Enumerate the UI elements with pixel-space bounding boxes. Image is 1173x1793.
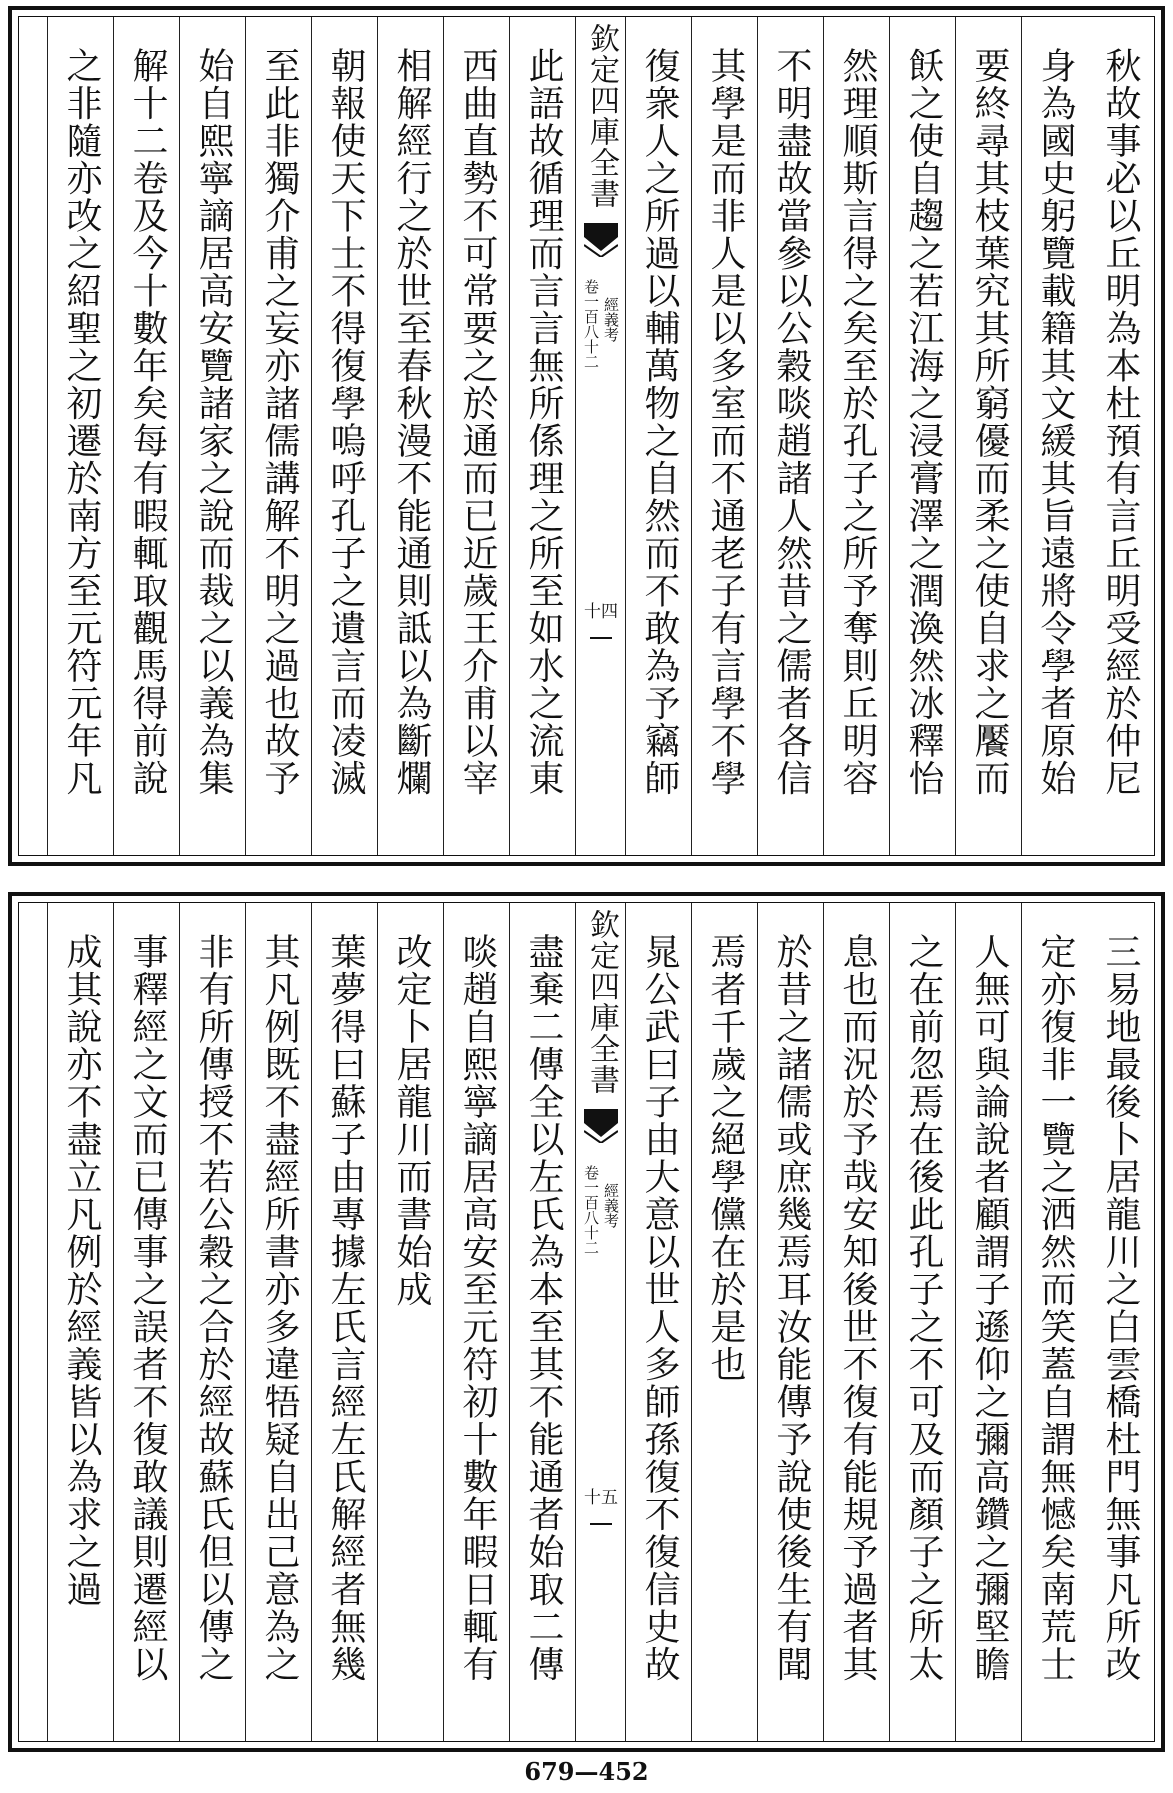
- column-text: 啖趙自熙寧謫居高安至元符初十數年暇日輒有: [457, 933, 498, 1683]
- text-column: [443, 17, 509, 855]
- column-text: 成其說亦不盡立凡例於經義皆以為求之過: [61, 933, 102, 1608]
- text-column: [377, 903, 443, 1741]
- top-page: [8, 6, 1165, 866]
- gutter-rule: [590, 1523, 612, 1525]
- column-text: 不明盡故當參以公穀啖趙諸人然昔之儒者各信: [771, 47, 812, 797]
- column-text: 相解經行之於世至春秋漫不能通則詆以為斷爛: [391, 47, 432, 797]
- text-column: [889, 17, 955, 855]
- center-gutter: [575, 903, 625, 1741]
- book-title: 欽定四庫全書: [584, 23, 619, 209]
- column-text: 朝報使天下士不得復學嗚呼孔子之遺言而凌滅: [325, 47, 366, 797]
- text-column: [823, 903, 889, 1741]
- text-column: [311, 903, 377, 1741]
- leaf-number: 十四: [584, 602, 618, 622]
- text-column: [691, 17, 757, 855]
- gutter-rule: [590, 637, 612, 639]
- fishtail-mark-icon: [584, 1109, 618, 1143]
- column-text: 息也而況於予哉安知後世不復有能規予過者其: [837, 933, 878, 1683]
- page-number: 679—452: [524, 1757, 649, 1786]
- text-column: [1087, 17, 1153, 855]
- column-text: 事釋經之文而已傳事之誤者不復敢議則遷經以: [127, 933, 168, 1683]
- fishtail-mark-icon: [584, 223, 618, 257]
- text-column: [509, 903, 575, 1741]
- column-text: 於昔之諸儒或庶幾焉耳汝能傳予說使後生有聞: [771, 933, 812, 1683]
- column-text: 焉者千歲之絕學儻在於是也: [705, 933, 746, 1383]
- text-column: [377, 17, 443, 855]
- column-text: 盡棄二傳全以左氏為本至其不能通者始取二傳: [523, 933, 564, 1683]
- text-column: [955, 17, 1021, 855]
- volume-label: [578, 1165, 624, 1255]
- leaf-number: 十五: [584, 1488, 618, 1508]
- top-page-frame: [18, 16, 1155, 856]
- text-column: [757, 903, 823, 1741]
- center-gutter: [575, 17, 625, 855]
- column-text: 此語故循理而言言無所係理之所至如水之流東: [523, 47, 564, 797]
- bottom-page: [8, 892, 1165, 1752]
- volume-title: 經義考: [602, 1183, 620, 1228]
- text-column: [889, 903, 955, 1741]
- bottom-page-frame: [18, 902, 1155, 1742]
- volume-title: 經義考: [602, 297, 620, 342]
- text-column: [1021, 903, 1087, 1741]
- text-column: [113, 17, 179, 855]
- column-text: 人無可與論說者顧謂子遜仰之彌高鑽之彌堅瞻: [969, 933, 1010, 1683]
- column-text: 身為國史躬覽載籍其文緩其旨遠將令學者原始: [1035, 47, 1076, 797]
- text-column: [1087, 903, 1153, 1741]
- text-column: [47, 17, 113, 855]
- column-text: 改定卜居龍川而書始成: [391, 933, 432, 1308]
- column-text: 其凡例既不盡經所書亦多違牾疑自出己意為之: [259, 933, 300, 1683]
- column-text: 始自熙寧謫居高安覽諸家之說而裁之以義為集: [193, 47, 234, 797]
- volume-label: [578, 279, 624, 369]
- column-text: 其學是而非人是以多室而不通老子有言學不學: [705, 47, 746, 797]
- text-column: [509, 17, 575, 855]
- text-column: [691, 903, 757, 1741]
- column-text: 三易地最後卜居龍川之白雲橋杜門無事凡所改: [1100, 933, 1141, 1683]
- column-text: 然理順斯言得之矣至於孔子之所予奪則丘明容: [837, 47, 878, 797]
- volume-number: 卷一百八十二: [582, 1165, 600, 1255]
- column-text: 要終尋其枝葉究其所窮優而柔之使自求之饜而: [969, 47, 1010, 797]
- text-column: [955, 903, 1021, 1741]
- text-column: [625, 903, 691, 1741]
- column-text: 飫之使自趨之若江海之浸膏澤之潤渙然冰釋怡: [903, 47, 944, 797]
- text-column: [757, 17, 823, 855]
- text-column: [443, 903, 509, 1741]
- column-text: 解十二卷及今十數年矣每有暇輒取觀馬得前說: [127, 47, 168, 797]
- column-text: 非有所傳授不若公穀之合於經故蘇氏但以傳之: [193, 933, 234, 1683]
- column-text: 之在前忽焉在後此孔子之不可及而顏子之所太: [903, 933, 944, 1683]
- text-column: [179, 903, 245, 1741]
- volume-number: 卷一百八十二: [582, 279, 600, 369]
- column-text: 之非隨亦改之紹聖之初遷於南方至元符元年凡: [61, 47, 102, 797]
- text-column: [245, 17, 311, 855]
- column-text: 至此非獨介甫之妄亦諸儒講解不明之過也故予: [259, 47, 300, 797]
- text-column: [311, 17, 377, 855]
- text-column: [47, 903, 113, 1741]
- text-column: [1021, 17, 1087, 855]
- text-column: [113, 903, 179, 1741]
- column-text: 西曲直勢不可常要之於通而已近歲王介甫以宰: [457, 47, 498, 797]
- book-title: 欽定四庫全書: [584, 909, 619, 1095]
- column-text: 復衆人之所過以輔萬物之自然而不敢為予竊師: [639, 47, 680, 797]
- column-text: 葉夢得曰蘇子由專據左氏言經左氏解經者無幾: [325, 933, 366, 1683]
- text-column: [179, 17, 245, 855]
- column-text: 定亦復非一覽之洒然而笑蓋自謂無憾矣南荒士: [1035, 933, 1076, 1683]
- column-text: 晁公武曰子由大意以世人多師孫復不復信史故: [639, 933, 680, 1683]
- text-column: [823, 17, 889, 855]
- text-column: [245, 903, 311, 1741]
- column-text: 秋故事必以丘明為本杜預有言丘明受經於仲尼: [1100, 47, 1141, 797]
- text-column: [625, 17, 691, 855]
